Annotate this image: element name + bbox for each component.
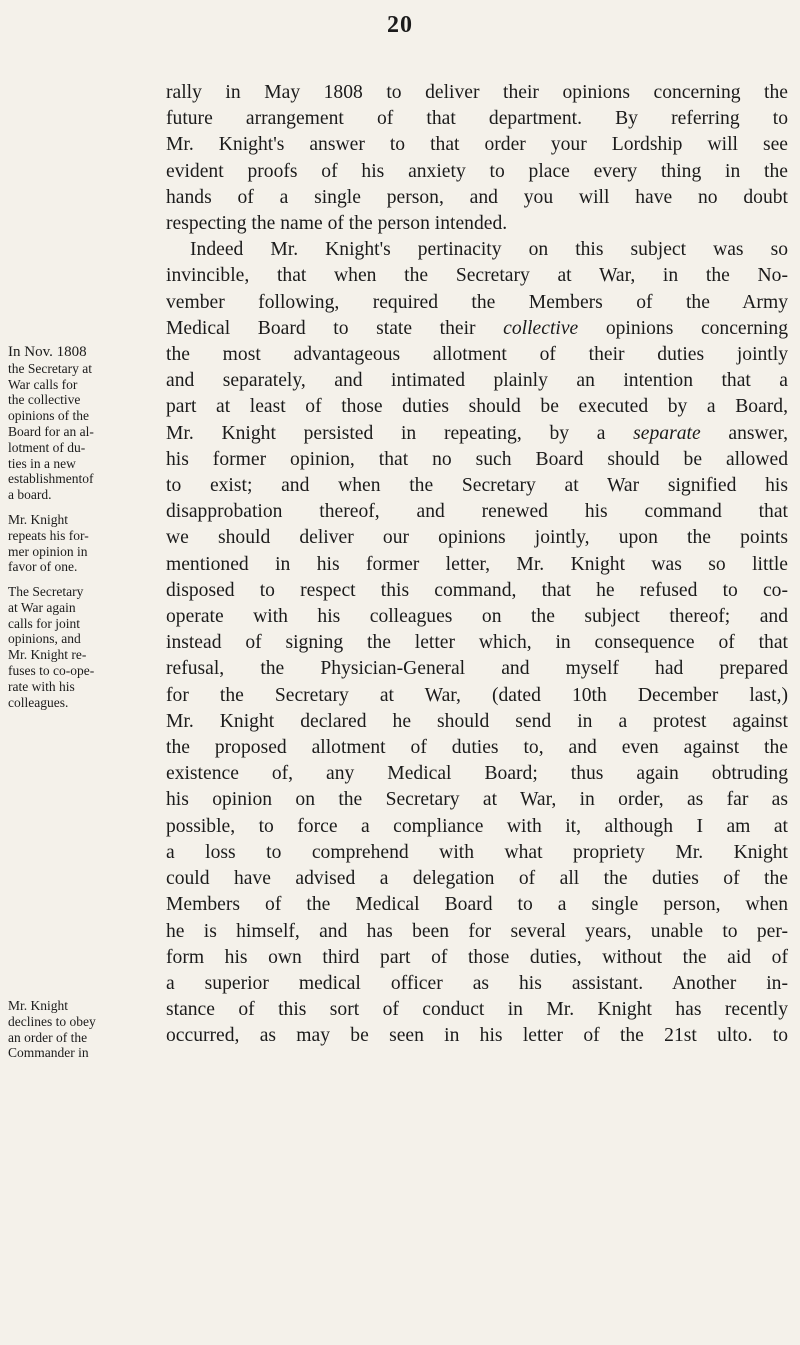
text-line: invincible, that when the Secretary at War, in the No- bbox=[166, 265, 788, 287]
text-line: Members of the Medical Board to a single person, when bbox=[166, 894, 788, 916]
text-line: the most advantageous allotment of their duties jointly bbox=[166, 344, 788, 366]
margin-note-line: declines to obey bbox=[8, 1013, 96, 1029]
text-line: respecting the name of the person intended. bbox=[166, 213, 508, 235]
margin-note-nov-1808 bbox=[8, 345, 150, 503]
text-line: instead of signing the letter which, in consequence of that bbox=[166, 632, 788, 654]
margin-note-line: Mr. Knight bbox=[8, 512, 69, 527]
text-line: refusal, the Physician-General and myself had prepared bbox=[166, 658, 788, 680]
text-line: evident proofs of his anxiety to place every thing in the bbox=[166, 160, 788, 182]
margin-note-line: rate with his bbox=[8, 678, 75, 694]
margin-note-line: In Nov. 1808 bbox=[8, 344, 87, 360]
text-line: disapprobation thereof, and renewed his command that bbox=[166, 501, 788, 523]
text-line: his former opinion, that no such Board should be allowed bbox=[166, 448, 788, 470]
margin-note-knight-declines bbox=[8, 998, 150, 1061]
text-line: stance of this sort of conduct in Mr. Knight has recently bbox=[166, 999, 788, 1021]
margin-note-line: lotment of du- bbox=[8, 439, 86, 455]
text-line: and separately, and intimated plainly an intention that a bbox=[166, 370, 788, 392]
text-line: he is himself, and has been for several years, unable to per- bbox=[166, 920, 788, 942]
text-line: disposed to respect this command, that he refused to co- bbox=[166, 579, 788, 601]
text-segment: Medical Board to state their bbox=[166, 317, 476, 339]
margin-note-line: establishmentof bbox=[8, 471, 94, 487]
margin-note-line: opinions, and bbox=[8, 631, 81, 647]
page-number: 20 bbox=[387, 12, 413, 38]
margin-note-line: the Secretary at bbox=[8, 360, 92, 376]
text-line: rally in May 1808 to deliver their opinions concerning the bbox=[166, 82, 788, 103]
text-line: possible, to force a compliance with it, although I am at bbox=[166, 815, 788, 837]
margin-note-line: the collective bbox=[8, 392, 81, 408]
text-line: could have advised a delegation of all the duties of the bbox=[166, 868, 788, 890]
text-line: part at least of those duties should be executed by a Board, bbox=[166, 396, 788, 418]
text-line: the proposed allotment of duties to, and even against the bbox=[166, 737, 788, 759]
margin-note-line: War calls for bbox=[8, 376, 78, 392]
margin-note-line: favor of one. bbox=[8, 559, 78, 575]
margin-note-knight-repeats bbox=[8, 512, 150, 575]
text-line: Mr. Knight declared he should send in a protest against bbox=[166, 710, 788, 732]
margin-note-line: Commander in bbox=[8, 1045, 89, 1061]
margin-note-line: fuses to co-ope- bbox=[8, 662, 95, 678]
margin-note-line: calls for joint bbox=[8, 615, 80, 631]
text-segment: answer, bbox=[700, 422, 788, 444]
margin-note-line: at War again bbox=[8, 599, 76, 615]
text-line: existence of, any Medical Board; thus again obtruding bbox=[166, 763, 788, 785]
text-line: Mr. Knight's answer to that order your Lordship will see bbox=[166, 134, 788, 156]
margin-note-line: Board for an al- bbox=[8, 423, 94, 439]
text-line: future arrangement of that department. By referring to bbox=[166, 108, 788, 130]
text-line: form his own third part of those duties, without the aid of bbox=[166, 946, 788, 968]
text-line: mentioned in his former letter, Mr. Knight was so little bbox=[166, 553, 788, 575]
text-line: occurred, as may be seen in his letter of the 21st ulto. to bbox=[166, 1025, 788, 1047]
margin-note-secretary-again bbox=[8, 584, 150, 710]
margin-note-line: Mr. Knight bbox=[8, 998, 69, 1013]
margin-note-line: The Secretary bbox=[8, 584, 84, 599]
margin-note-line: Mr. Knight re- bbox=[8, 647, 87, 663]
text-line: a superior medical officer as his assistant. Another in- bbox=[166, 972, 788, 994]
text-line: we should deliver our opinions jointly, upon the points bbox=[166, 527, 788, 549]
italic-word-collective: collective bbox=[503, 317, 579, 339]
text-segment: opinions concerning bbox=[578, 317, 788, 339]
margin-note-line: opinions of the bbox=[8, 408, 89, 424]
margin-note-line: colleagues. bbox=[8, 694, 69, 710]
text-segment: Mr. Knight persisted in repeating, by a bbox=[166, 422, 606, 444]
text-line-with-italic bbox=[166, 421, 788, 447]
text-line: to exist; and when the Secretary at War signified his bbox=[166, 475, 788, 497]
body-text bbox=[166, 80, 788, 1050]
text-line-with-italic bbox=[166, 316, 788, 342]
text-line: for the Secretary at War, (dated 10th December last,) bbox=[166, 684, 788, 706]
margin-note-line: mer opinion in bbox=[8, 543, 88, 559]
margin-note-line: ties in a new bbox=[8, 455, 76, 471]
italic-word-separate: separate bbox=[633, 422, 701, 444]
margin-note-line: repeats his for- bbox=[8, 527, 89, 543]
margin-note-line: a board. bbox=[8, 487, 52, 503]
text-line: hands of a single person, and you will have no doubt bbox=[166, 186, 788, 208]
text-line: a loss to comprehend with what propriety Mr. Knight bbox=[166, 841, 788, 863]
margin-note-line: an order of the bbox=[8, 1029, 88, 1045]
text-line: operate with his colleagues on the subject thereof; and bbox=[166, 606, 788, 628]
text-line: vember following, required the Members of the Army bbox=[166, 291, 788, 313]
text-line: his opinion on the Secretary at War, in order, as far as bbox=[166, 789, 788, 811]
text-line: Indeed Mr. Knight's pertinacity on this subject was so bbox=[190, 239, 788, 261]
